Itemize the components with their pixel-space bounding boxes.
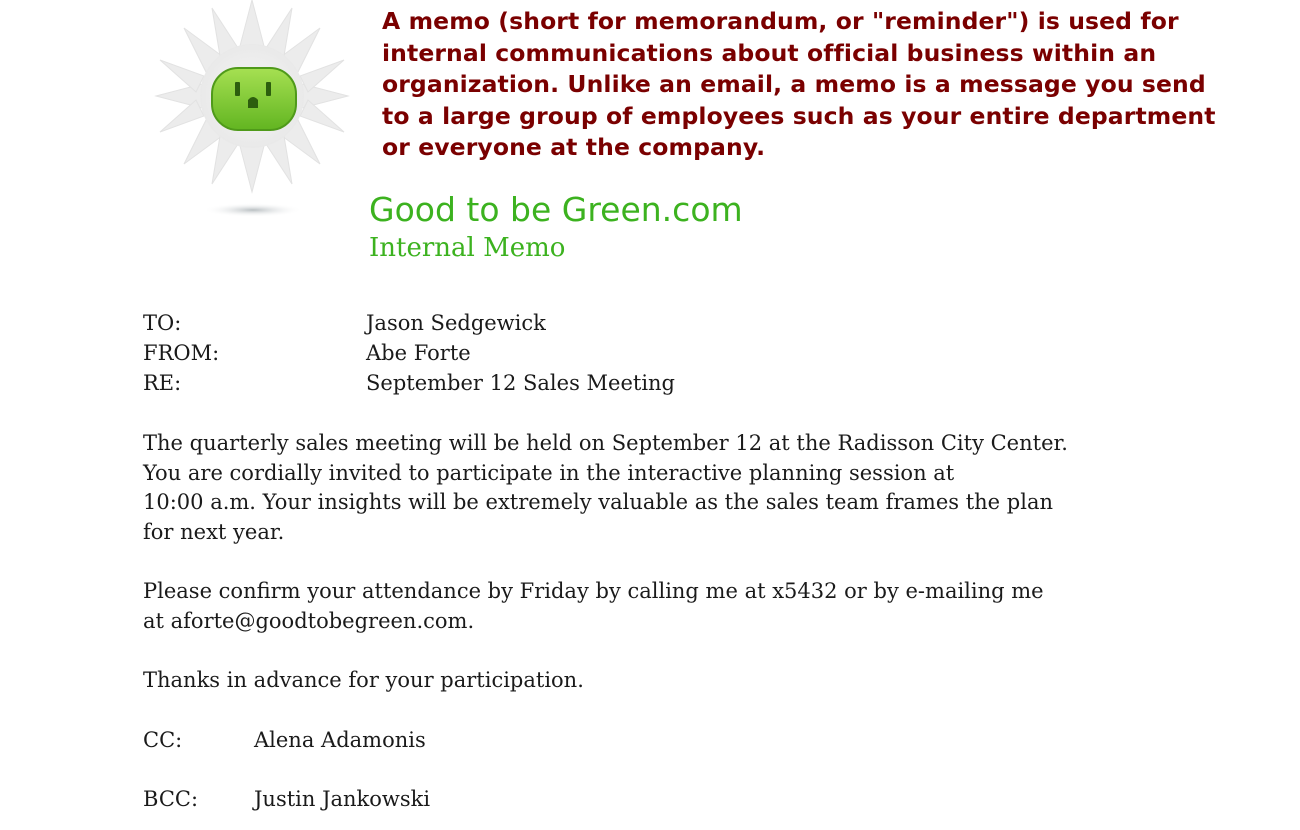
bcc-label: BCC: (143, 787, 199, 811)
intro-line: A memo (short for memorandum, or "reminder") is used for (382, 7, 1179, 35)
logo (150, 0, 355, 225)
to-label: TO: (143, 311, 182, 335)
body-line: You are cordially invited to participate in the interactive planning session at (143, 460, 955, 485)
body-line: 10:00 a.m. Your insights will be extremely valuable as the sales team frames the plan (143, 490, 1053, 515)
from-value: Abe Forte (366, 341, 471, 365)
cc-value: Alena Adamonis (254, 728, 426, 752)
body-line: Thanks in advance for your participation. (143, 668, 584, 692)
intro-line: organization. Unlike an email, a memo is a message you send (382, 70, 1206, 98)
outlet-sun-logo-icon (150, 0, 355, 225)
body-paragraph-1 (143, 429, 1068, 547)
intro-line: or everyone at the company. (382, 133, 766, 161)
body-paragraph-2 (143, 577, 1044, 636)
intro-line: internal communications about official business within an (382, 38, 1157, 67)
body-line: Please confirm your attendance by Friday by calling me at x5432 or by e-mailing me (143, 579, 1044, 603)
body-line: for next year. (143, 519, 285, 544)
bcc-value: Justin Jankowski (254, 787, 431, 811)
from-label: FROM: (143, 341, 220, 365)
company-name: Good to be Green.com (369, 190, 743, 229)
body-paragraph-3 (143, 666, 584, 696)
intro-note (382, 6, 1282, 164)
re-value: September 12 Sales Meeting (366, 371, 676, 395)
cc-label: CC: (143, 728, 183, 752)
re-label: RE: (143, 371, 182, 395)
memo-type-title: Internal Memo (369, 233, 566, 263)
body-line: at aforte@goodtobegreen.com. (143, 608, 475, 633)
body-line: The quarterly sales meeting will be held on September 12 at the Radisson City Center. (143, 431, 1068, 455)
intro-line: to a large group of employees such as your entire department (382, 101, 1216, 130)
to-value: Jason Sedgewick (366, 311, 546, 335)
